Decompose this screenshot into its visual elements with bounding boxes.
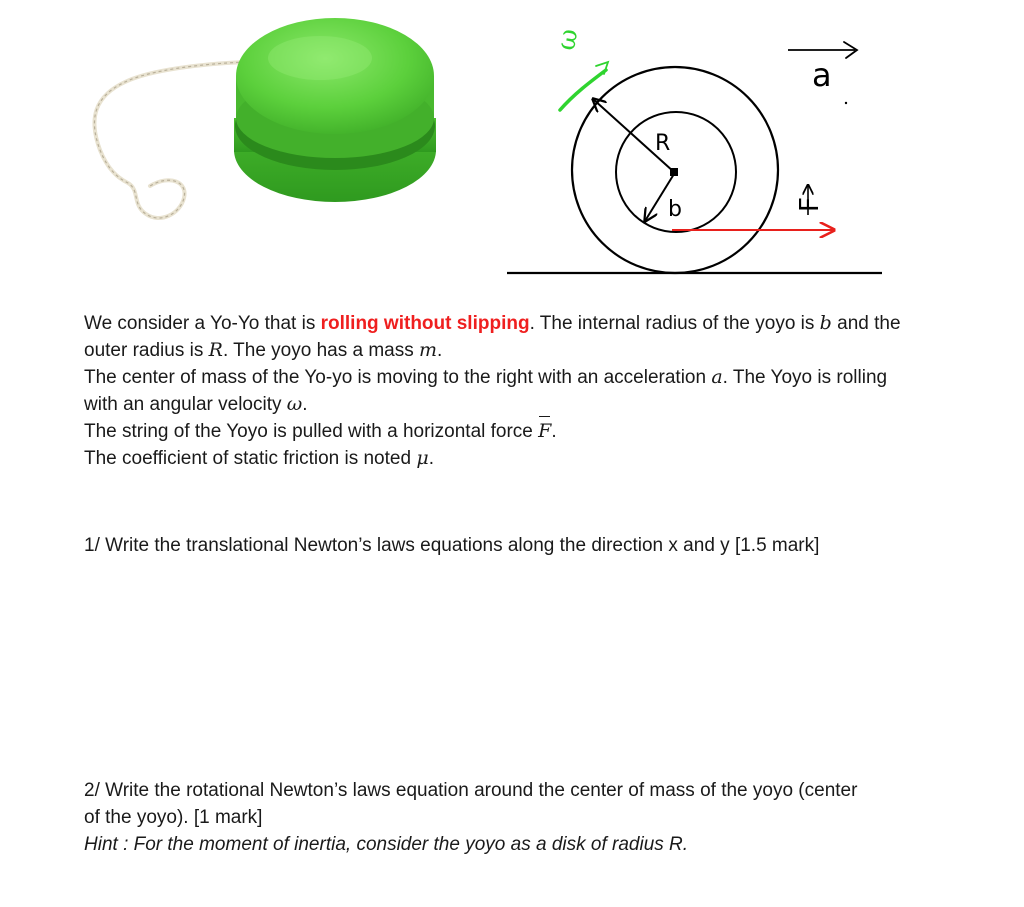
text-segment: . The yoyo has a mass [222,340,420,361]
symbol-R: R [208,339,223,361]
symbol-b: b [819,312,832,334]
radius-b-label: b [668,197,682,222]
question-2 [84,777,984,858]
statement-line-2 [84,337,984,364]
text-segment: with an angular velocity [84,394,287,415]
force-label: F [795,197,825,212]
yoyo-photo [94,18,436,218]
text-segment: We consider a Yo-Yo that is [84,313,321,334]
symbol-a: a [711,366,723,388]
text-segment: . [437,340,443,361]
text-segment: . [302,394,308,415]
question-2-hint: Hint : For the moment of inertia, consider the yoyo as a disk of radius R. [84,834,689,855]
text-segment: . [551,421,557,442]
statement-line-3 [84,364,984,391]
text-segment: outer radius is [84,340,209,361]
text-segment: . The internal radius of the yoyo is [529,313,820,334]
figure [0,0,1024,300]
acceleration-label: a [812,56,832,94]
statement-line-5 [84,418,984,445]
question-2-line-2: of the yoyo). [1 mark] [84,807,263,828]
text-segment: The center of mass of the Yo-yo is moving to the right with an acceleration [84,367,712,388]
text-segment: . The Yoyo is rolling [722,367,888,388]
question-1-text: 1/ Write the translational Newton’s laws equations along the direction x and y [1.5 mark] [84,535,820,556]
yoyo-diagram [507,27,882,273]
statement-line-6 [84,445,984,472]
statement-line-1 [84,310,984,337]
symbol-mu: μ [416,447,429,469]
figure-svg [0,0,1024,300]
radius-R-label: R [655,131,671,156]
statement-line-4 [84,391,984,418]
text-segment: . [428,448,434,469]
yoyo-string [94,62,245,218]
omega-label: ω [551,26,585,53]
text-segment: The string of the Yoyo is pulled with a horizontal force [84,421,539,442]
symbol-omega: ω [286,393,303,415]
symbol-F-vector: F [538,418,551,445]
text-segment: The coefficient of static friction is noted [84,448,417,469]
symbol-m: m [419,339,438,361]
question-1 [84,532,984,559]
highlight-rolling: rolling without slipping [320,313,530,334]
problem-statement [84,310,984,472]
question-2-line-1: 2/ Write the rotational Newton’s laws equation around the center of mass of the yoyo (center [84,780,858,801]
text-segment: and the [831,313,901,334]
